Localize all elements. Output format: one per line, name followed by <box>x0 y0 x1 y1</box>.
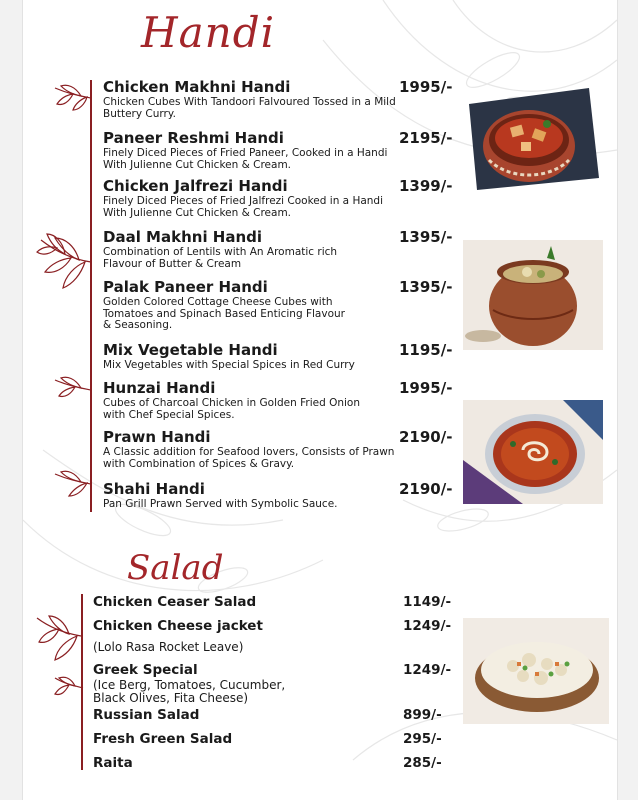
salad-item <box>93 731 453 747</box>
handi-item-description: Golden Colored Cottage Cheese Cubes with Tomatoes and Spinach Based Enticing Flavour & Seasoning. <box>103 296 345 331</box>
salad-item-name: Russian Salad <box>93 707 200 723</box>
handi-item-name: Prawn Handi <box>103 428 211 446</box>
handi-item <box>103 229 523 270</box>
handi-item-name: Mix Vegetable Handi <box>103 341 278 359</box>
salad-item <box>93 594 453 610</box>
handi-item-price: 2195/- <box>399 129 453 147</box>
menu-page <box>22 0 618 800</box>
handi-divider-line <box>90 80 92 512</box>
salad-item-note: (Lolo Rasa Rocket Leave) <box>93 640 244 654</box>
leaf-sprig-icon <box>53 82 93 114</box>
handi-item <box>103 279 523 332</box>
salad-item-price: 899/- <box>403 707 442 723</box>
handi-item-price: 1995/- <box>399 78 453 96</box>
handi-item-price: 2190/- <box>399 428 453 446</box>
handi-item <box>103 481 523 511</box>
salad-item-price: 1249/- <box>403 618 452 634</box>
clay-handi-dish-icon <box>463 84 603 194</box>
handi-item-name: Hunzai Handi <box>103 379 216 397</box>
salad-section-title: Salad <box>127 548 224 588</box>
leaf-sprig-icon <box>35 232 93 294</box>
salad-item-price: 295/- <box>403 731 442 747</box>
salad-item-name: Greek Special <box>93 662 198 678</box>
clay-handi-dish-icon <box>463 400 603 504</box>
handi-item-name: Palak Paneer Handi <box>103 278 268 296</box>
salad-item-price: 285/- <box>403 755 442 771</box>
salad-item-name: Fresh Green Salad <box>93 731 233 747</box>
handi-item-name: Paneer Reshmi Handi <box>103 129 284 147</box>
handi-item-price: 1399/- <box>399 177 453 195</box>
handi-item-description: Pan Grill Prawn Served with Symbolic Sauce. <box>103 498 338 510</box>
handi-item <box>103 380 523 421</box>
leaf-sprig-icon <box>33 612 83 664</box>
handi-item-price: 1395/- <box>399 228 453 246</box>
handi-item-description: A Classic addition for Seafood lovers, Consists of Prawn with Combination of Spices & Gravy. <box>103 446 395 470</box>
handi-item-description: Finely Diced Pieces of Fried Paneer, Cooked in a Handi With Julienne Cut Chicken & Cream. <box>103 147 388 171</box>
salad-item <box>93 618 453 634</box>
salad-item-name: Raita <box>93 755 133 771</box>
handi-item-price: 1395/- <box>399 278 453 296</box>
handi-item <box>103 130 523 171</box>
handi-section-title: Handi <box>141 8 276 57</box>
leaf-sprig-icon <box>53 676 85 702</box>
handi-item-name: Chicken Jalfrezi Handi <box>103 177 288 195</box>
handi-item-price: 1195/- <box>399 341 453 359</box>
handi-item-name: Chicken Makhni Handi <box>103 78 291 96</box>
handi-item <box>103 79 523 120</box>
handi-item <box>103 429 523 470</box>
handi-item-name: Daal Makhni Handi <box>103 228 263 246</box>
salad-item-name: Chicken Ceaser Salad <box>93 594 257 610</box>
salad-bowl-icon <box>463 618 609 724</box>
handi-item-price: 1995/- <box>399 379 453 397</box>
salad-item <box>93 662 453 678</box>
handi-item-price: 2190/- <box>399 480 453 498</box>
salad-item-price: 1249/- <box>403 662 452 678</box>
handi-item-description: Finely Diced Pieces of Fried Jalfrezi Cooked in a Handi With Julienne Cut Chicken & Cream. <box>103 195 384 219</box>
handi-item-name: Shahi Handi <box>103 480 205 498</box>
leaf-sprig-icon <box>53 470 93 500</box>
salad-item-name: Chicken Cheese jacket <box>93 618 263 634</box>
salad-item <box>93 755 453 771</box>
handi-item <box>103 178 523 219</box>
handi-item-description: Mix Vegetables with Special Spices in Red Curry <box>103 359 355 371</box>
leaf-sprig-icon <box>53 376 93 406</box>
salad-item-note: (Ice Berg, Tomatoes, Cucumber, Black Olives, Fita Cheese) <box>93 678 286 705</box>
handi-item-description: Combination of Lentils with An Aromatic rich Flavour of Butter & Cream <box>103 246 338 270</box>
handi-item-description: Chicken Cubes With Tandoori Falvoured Tossed in a Mild Buttery Curry. <box>103 96 396 120</box>
handi-item-description: Cubes of Charcoal Chicken in Golden Fried Onion with Chef Special Spices. <box>103 397 360 421</box>
clay-handi-dish-icon <box>463 240 603 350</box>
handi-item <box>103 342 523 372</box>
salad-item <box>93 707 453 723</box>
salad-item-price: 1149/- <box>403 594 452 610</box>
